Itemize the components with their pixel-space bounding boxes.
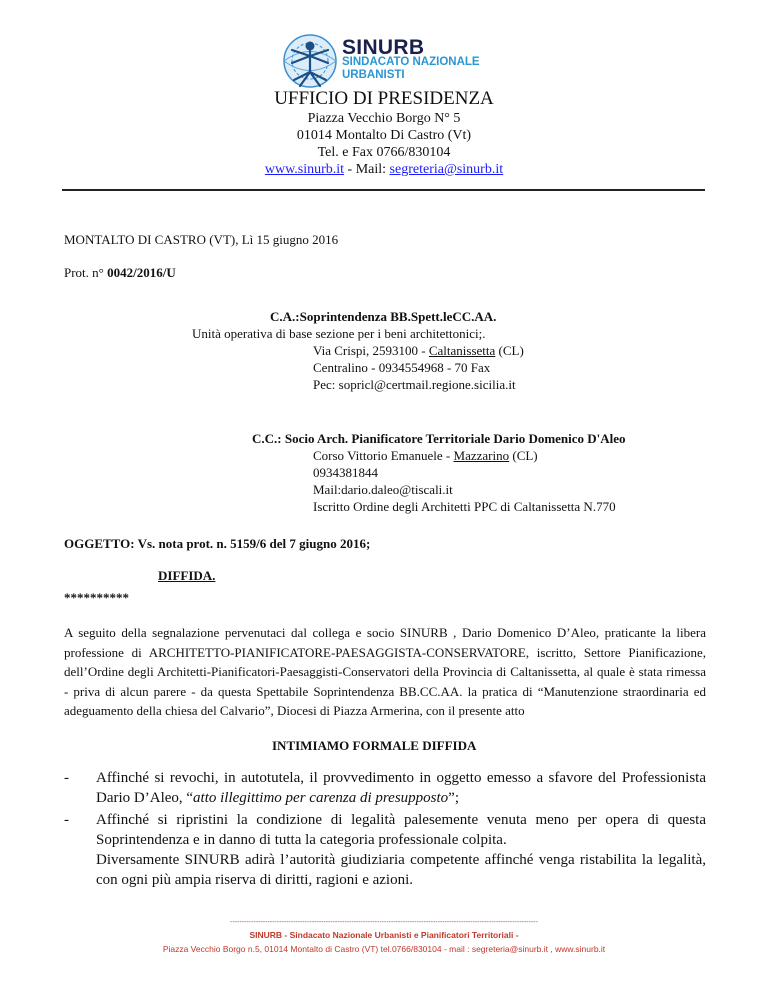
recipient-2-line-2: 0934381844: [313, 465, 378, 480]
recipient-1-line-4: Pec: sopricl@certmail.regione.sicilia.it: [313, 377, 516, 392]
footer-line-2: Piazza Vecchio Borgo n.5, 01014 Montalto di Castro (VT) tel.0766/830104 - mail : segreteria@sinurb.it , www.sinurb.it: [162, 944, 606, 954]
recipient-1-name: :Soprintendenza BB.Spett.leCC.AA.: [295, 309, 497, 324]
recipient-1-header: [270, 309, 496, 325]
header-contacts: [0, 162, 768, 178]
email-link[interactable]: segreteria@sinurb.it: [389, 162, 504, 177]
header-address-2: 01014 Montalto Di Castro (Vt): [296, 128, 472, 143]
recipient-2-street: Corso Vittorio Emanuele -: [313, 448, 454, 463]
bullet-2-text: Affinché si ripristini la condizione di legalità palesemente venuta meno per opera di questa Soprintendenza e in danno di tutta la categoria professionale colpita.: [96, 812, 706, 848]
recipient-2-line-1: [313, 448, 538, 464]
recipient-1-line-1: Unità operativa di base sezione per i beni architettonici;.: [192, 326, 486, 341]
footer-line-1: SINURB - Sindacato Nazionale Urbanisti e Pianificatori Territoriali -: [249, 930, 519, 940]
date-line: MONTALTO DI CASTRO (VT), Lì 15 giugno 2016: [64, 232, 339, 247]
prot-label: Prot. n°: [64, 265, 108, 280]
mail-label: - Mail:: [344, 162, 390, 177]
recipient-2-line-4: Iscritto Ordine degli Architetti PPC di Caltanissetta N.770: [313, 499, 616, 514]
bullet-1-pre: Affinché si revochi, in autotutela, il provvedimento in oggetto emesso a sfavore del Professionista Dario D’Aleo, “: [96, 770, 706, 806]
recipient-1-city: Caltanissetta: [428, 343, 496, 358]
recipient-1-street: Via Crispi, 2593100 -: [313, 343, 429, 358]
stars-separator: **********: [64, 590, 129, 605]
intimation-heading: INTIMIAMO FORMALE DIFFIDA: [272, 738, 477, 753]
prot-line: [64, 265, 176, 281]
recipient-2-province: (CL): [509, 448, 538, 463]
subject-line: OGGETTO: Vs. nota prot. n. 5159/6 del 7 giugno 2016;: [64, 536, 371, 551]
bullet-1-post: ”;: [448, 790, 459, 806]
header-phone: Tel. e Fax 0766/830104: [317, 145, 451, 160]
logo-line-2: URBANISTI: [342, 69, 405, 81]
header-divider: [62, 189, 705, 191]
logo-line-1: SINDACATO NAZIONALE: [342, 56, 480, 68]
footer-separator: ------------------------------------------------------------------------------------------------------------------------------------: [230, 919, 538, 926]
website-link[interactable]: www.sinurb.it: [264, 162, 345, 177]
recipient-1-province: (CL): [495, 343, 524, 358]
recipient-2-header: C.C.: Socio Arch. Pianificatore Territoriale Dario Domenico D'Aleo: [252, 431, 626, 446]
recipient-2-city: Mazzarino: [453, 448, 510, 463]
recipient-2-line-3: Mail:dario.daleo@tiscali.it: [313, 482, 453, 497]
recipient-1-line-3: Centralino - 0934554968 - 70 Fax: [313, 360, 491, 375]
recipient-1-line-2: [313, 343, 524, 359]
body-paragraph: A seguito della segnalazione pervenutaci dal collega e socio SINURB , Dario Domenico D’Aleo, praticante la libera professione di ARCHITETTO-PIANIFICATORE-PAESAGGISTA-CONSERVATORE, iscritto, Settore Pianificazione, dell’Ordine degli Architetti-Pianificatori-Paesaggisti-Conservatori della Provincia di Caltanissetta, al quale è stata rimessa - priva di alcun parere - da questa Spettabile Soprintendenza BB.CC.AA. la pratica di “Manutenzione straordinaria ed adeguamento della chiesa del Calvario”, Diocesi di Piazza Armerina, con il presente atto: [64, 625, 706, 718]
diffida-heading: DIFFIDA.: [158, 568, 216, 583]
logo-name: SINURB: [342, 36, 425, 59]
office-title: UFFICIO DI PRESIDENZA: [274, 88, 494, 109]
bullet-item-1: [64, 768, 706, 810]
logo-subtitle: [342, 56, 480, 82]
bullet-dash: -: [64, 812, 69, 828]
header-address-1: Piazza Vecchio Borgo N° 5: [307, 111, 461, 126]
prot-number: 0042/2016/U: [107, 265, 176, 280]
closing-text: Diversamente SINURB adirà l’autorità giudiziaria competente affinché venga ristabilita la legalità, con ogni più ampia riserva di diritti, ragioni e azioni.: [96, 852, 706, 888]
recipient-1-label: C.A.: [270, 309, 296, 324]
bullet-1-text: [96, 768, 706, 808]
bullet-item-2: [64, 810, 706, 852]
bullet-dash: -: [64, 770, 69, 786]
bullet-1-italic: atto illegittimo per carenza di presupposto: [193, 790, 449, 806]
